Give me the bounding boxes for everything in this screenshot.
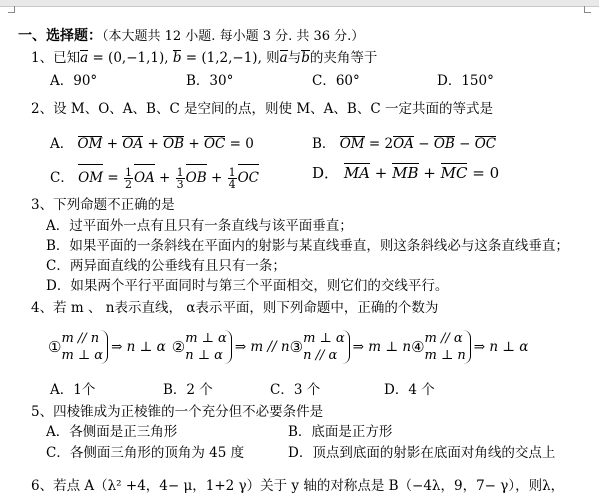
- q2-a-tail: = 0: [225, 136, 254, 152]
- q2-b-label: B．: [312, 136, 336, 152]
- q4-propositions: [48, 324, 528, 370]
- q4-prop-1-result: ⇒ n ⊥ α: [111, 339, 166, 355]
- question-5-stem: 5、四棱锥成为正棱锥的一个充分但不必要条件是: [31, 404, 324, 420]
- fraction-quarter: $\frac{1}{4}$: [228, 166, 236, 191]
- vec-om: OM: [77, 136, 103, 152]
- q5-option-c: C．各侧面三角形的顶角为 45 度: [46, 445, 245, 461]
- vector-b: b: [172, 50, 182, 66]
- item-mark-1: ①: [48, 338, 62, 356]
- vec-oa: OA: [134, 163, 155, 193]
- q3-option-c: C．两异面直线的公垂线有且只有一条；: [46, 258, 286, 274]
- vector-a-ref: a: [279, 50, 288, 66]
- q2-option-d: D． MA + MB + MC = 0: [312, 164, 500, 182]
- fraction-third: $\frac{1}{3}$: [176, 166, 184, 191]
- q2-option-a: A． OM + OA + OB + OC = 0: [50, 136, 254, 152]
- vec-oc: OC: [203, 136, 226, 152]
- question-1-stem: [31, 49, 377, 67]
- vec-oc: OC: [474, 136, 497, 152]
- q4-prop-3-conditions: m ⊥ α n // α: [303, 330, 350, 364]
- q1-eq1: = (0,−1,1),: [88, 50, 173, 66]
- margin-corner-mark-left: [8, 6, 15, 13]
- page-top-border: [0, 0, 599, 7]
- section-title: 一、选择题：: [18, 28, 102, 44]
- q2-d-tail: = 0: [467, 164, 500, 182]
- q4-prop-4-conditions: m // α m ⊥ n: [425, 330, 471, 364]
- q4-prop-3-result: ⇒ m ⊥ n: [352, 339, 412, 355]
- q1-mid: 与: [287, 50, 302, 66]
- vec-ob: OB: [163, 136, 185, 152]
- section-note: （本大题共 12 小题. 每小题 3 分. 共 36 分.）: [102, 29, 365, 44]
- q1-option-a: A．90°: [50, 73, 98, 89]
- vec-oa: OA: [122, 136, 144, 152]
- vector-a: a: [80, 50, 89, 66]
- q4-option-b: B．2 个: [163, 382, 213, 398]
- q2-c-label: C．: [50, 170, 74, 186]
- question-6-stem: 6、若点 A（λ² +4，4− μ，1+2 γ）关于 y 轴的对称点是 B（−4λ，9，7− γ），则λ，: [31, 478, 565, 494]
- vec-mb: MB: [392, 164, 419, 182]
- vec-mc: MC: [440, 164, 468, 182]
- q5-option-a: A．各侧面是正三角形: [46, 424, 178, 440]
- q2-a-label: A．: [50, 136, 74, 152]
- question-4-stem: 4、若 m 、 n表示直线， α表示平面，则下列命题中，正确的个数为: [31, 300, 439, 316]
- q4-prop-4-result: ⇒ n ⊥ α: [473, 339, 529, 355]
- q1-prefix: 1、已知: [31, 50, 81, 66]
- item-mark-3: ③: [289, 338, 304, 356]
- q4-prop-2-conditions: m ⊥ α n ⊥ α: [185, 330, 232, 364]
- q3-option-b: B．如果平面的一条斜线在平面内的射影与某直线垂直，则这条斜线必与这条直线垂直；: [46, 238, 569, 254]
- q4-option-c: C．3 个: [270, 382, 321, 398]
- q3-option-d: D．如果两个平行平面同时与第三个平面相交，则它们的交线平行。: [46, 278, 449, 294]
- q1-option-b: B．30°: [186, 73, 234, 89]
- vec-ob: OB: [186, 163, 207, 193]
- margin-corner-mark-right: [584, 6, 591, 13]
- vec-ma: MA: [343, 164, 371, 182]
- section-header: [18, 27, 364, 46]
- q2-d-label: D．: [312, 164, 340, 182]
- q3-option-a: A．过平面外一点有且只有一条直线与该平面垂直；: [46, 218, 353, 234]
- vector-b-ref: b: [301, 50, 310, 66]
- question-3-stem: 3、下列命题不正确的是: [31, 197, 175, 213]
- vec-om: OM: [339, 136, 365, 152]
- q4-option-a: A．1个: [50, 382, 96, 398]
- vec-om: OM: [78, 163, 103, 193]
- q1-suffix: 的夹角等于: [309, 50, 378, 66]
- vec-ob: OB: [433, 136, 455, 152]
- item-mark-2: ②: [171, 338, 186, 356]
- q4-prop-2-result: ⇒ m // n: [234, 339, 290, 355]
- item-mark-4: ④: [411, 338, 425, 356]
- vec-oa: OA: [393, 136, 414, 152]
- q1-option-c: C．60°: [312, 73, 360, 89]
- q5-option-b: B．底面是正方形: [288, 424, 393, 440]
- fraction-half: $\frac{1}{2}$: [124, 166, 132, 191]
- question-2-stem: 2、设 M、O、A、B、C 是空间的点，则使 M、A、B、C 一定共面的等式是: [31, 101, 493, 117]
- q4-prop-1-conditions: m // n m ⊥ α: [61, 330, 108, 364]
- q4-option-d: D．4 个: [384, 382, 435, 398]
- q1-option-d: D．150°: [437, 73, 494, 89]
- q2-option-c: C． OM = $\frac{1}{2}$ OA + $\frac{1}{3}$ OB + $\frac{1}{4}$ OC: [50, 163, 259, 193]
- q5-option-d: D．顶点到底面的射影在底面对角线的交点上: [288, 445, 556, 461]
- q2-option-b: B． OM = 2OA − OB − OC: [312, 136, 497, 152]
- q1-eq2: = (1,2,−1), 则: [181, 50, 280, 66]
- vec-oc: OC: [238, 163, 259, 193]
